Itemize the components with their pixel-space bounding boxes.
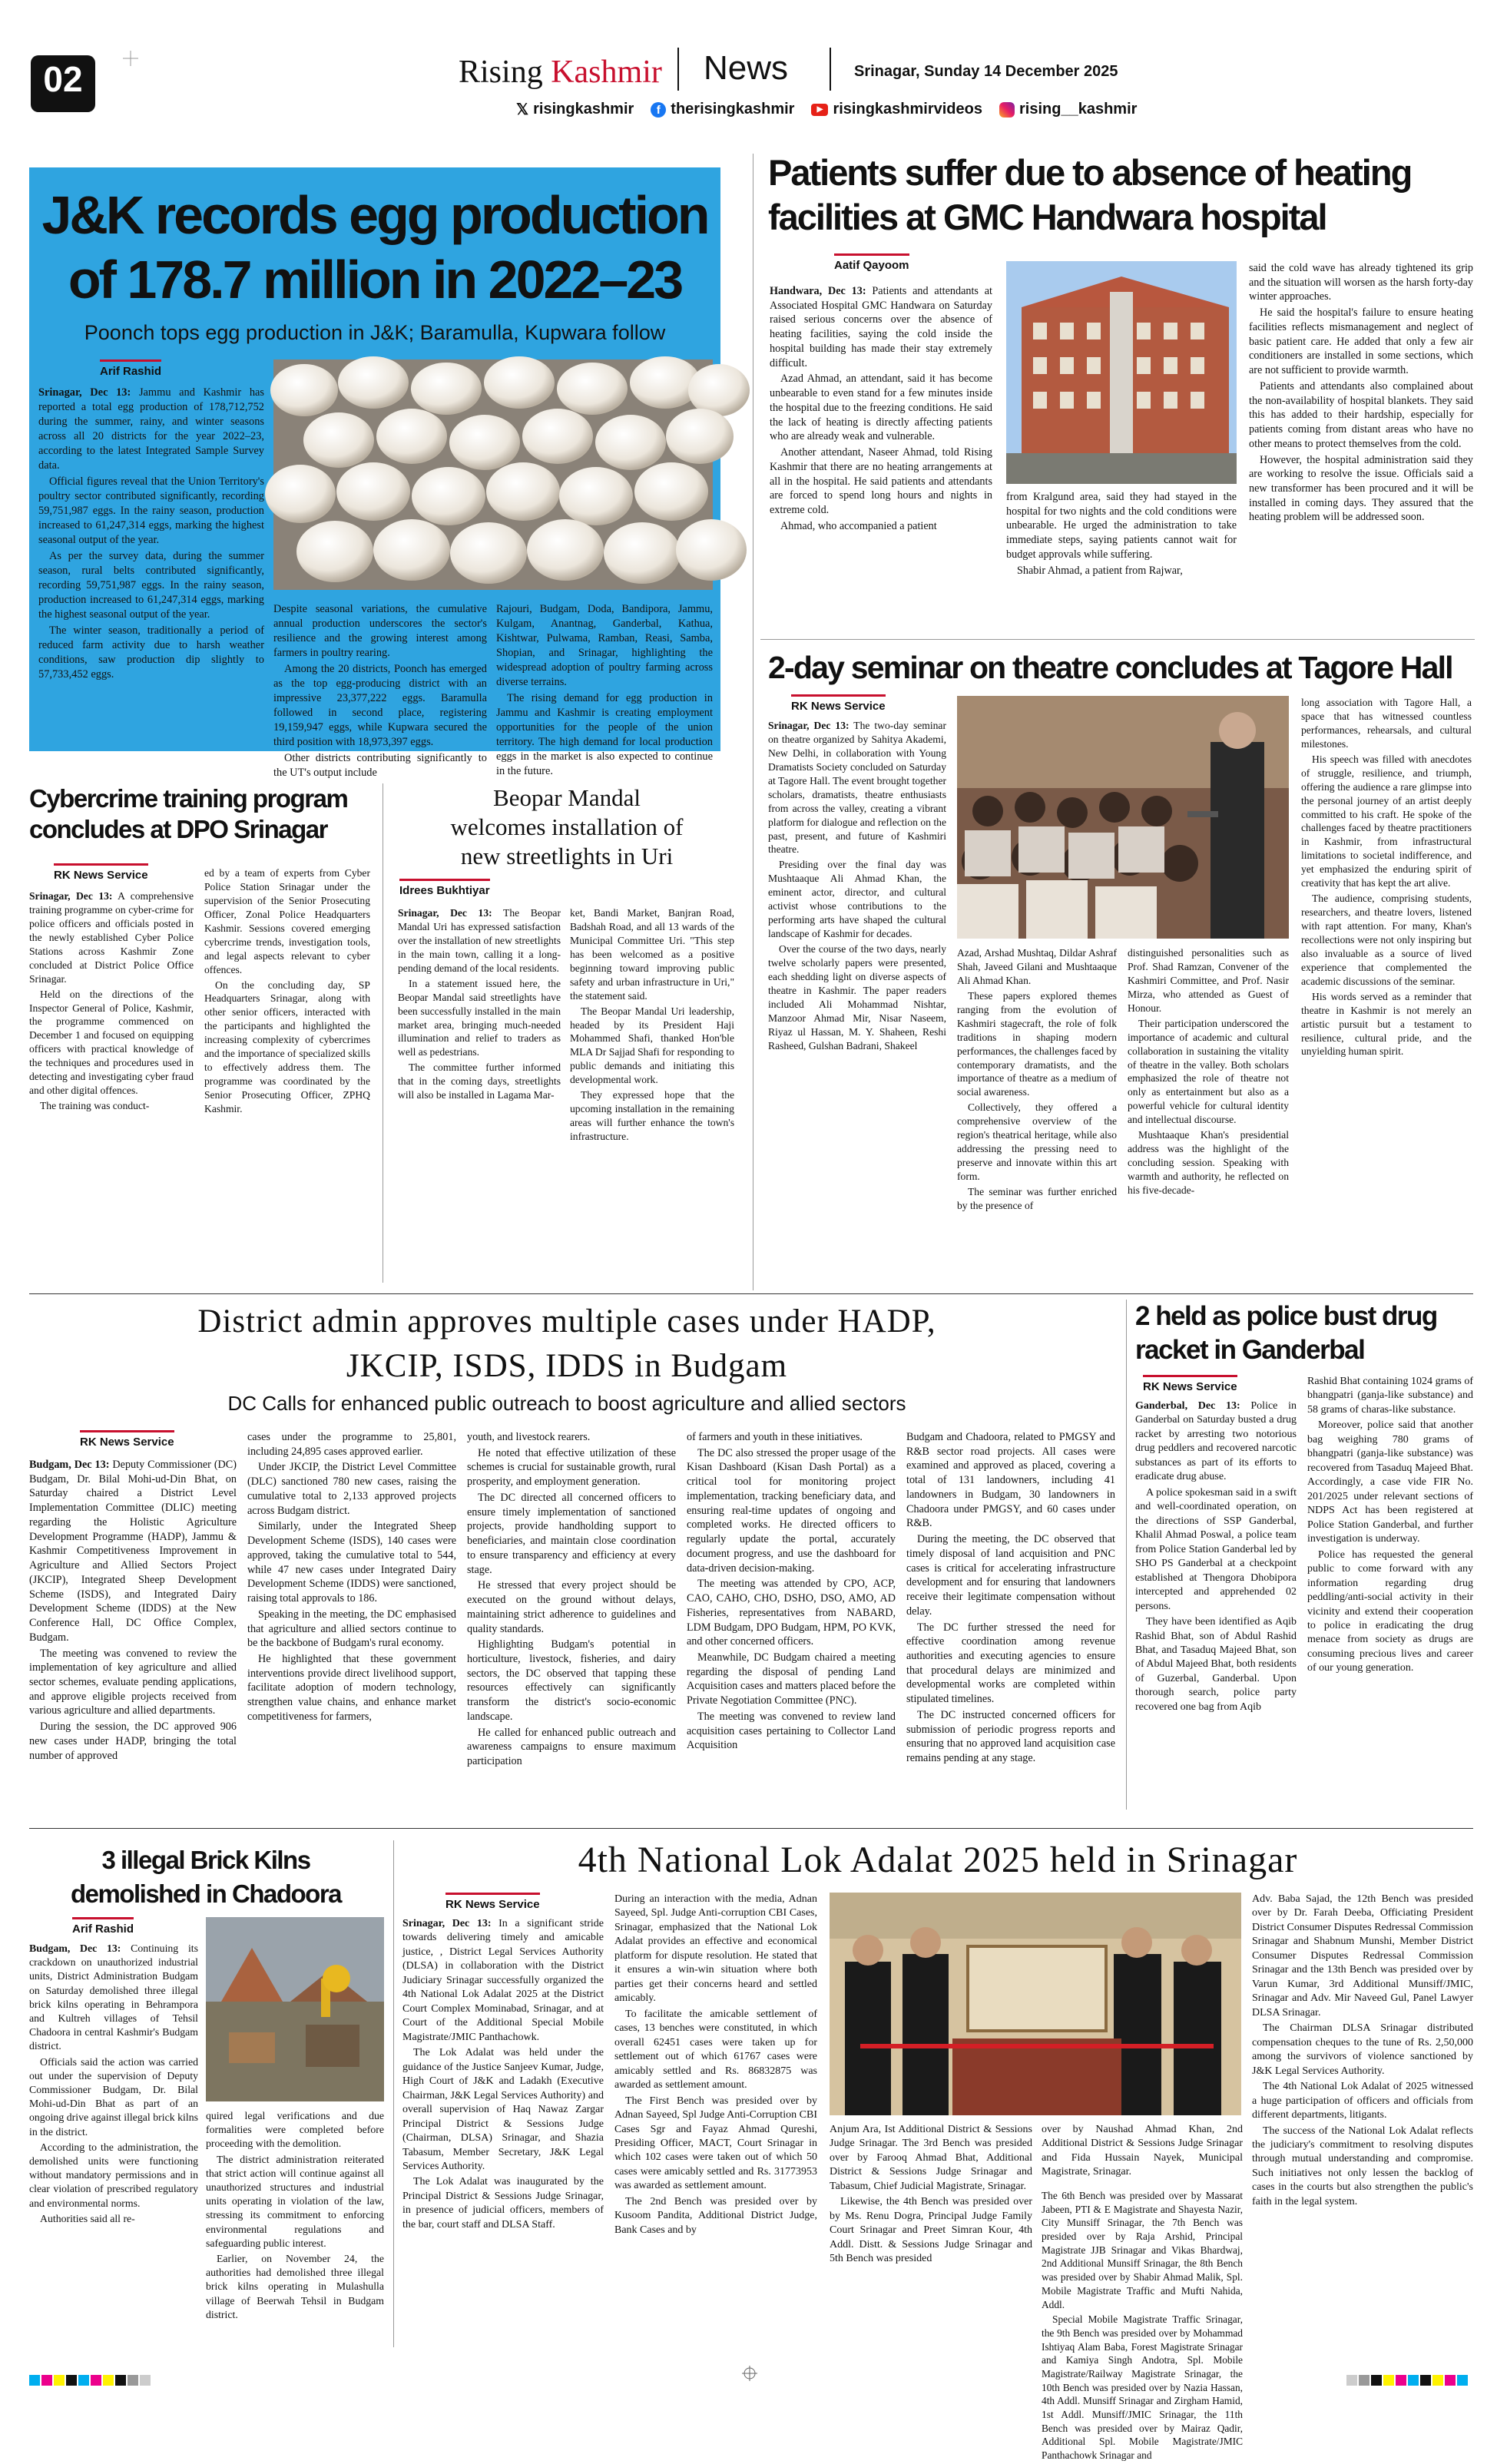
- instagram-icon: [999, 102, 1015, 118]
- paper-name-kashmir: Kashmir: [551, 55, 662, 90]
- seminar-audience-illustration: [957, 696, 1289, 939]
- handwara-headline: Patients suffer due to absence of heating facilities at GMC Handwara hospital: [768, 152, 1412, 237]
- dateline: Budgam, Dec 13:: [29, 1459, 110, 1471]
- brick-byline: Arif Rashid: [72, 1917, 134, 1936]
- egg-story-box: [29, 167, 720, 780]
- hadp-byline: RK News Service: [80, 1430, 174, 1449]
- section-title: News: [704, 49, 789, 87]
- lok-col-3: Anjum Ara, Ist Additional District & Sessions Judge Srinagar. The 3rd Bench was presided over by Farooq Ahmad Bhat, Additional District & Sessions Judge Srinagar and Tabasum, Chief Judicial Magistrate, Srinagar. Likewise, the 4th Bench was presided over by Ms. Renu Dogra, Principal Judge Family Court Srinagar and Preet Simran Kour, 4th Addl. Distt. & Sessions Judge Srinagar and 5th Bench was presided: [830, 2124, 1032, 2265]
- lok-byline: RK News Service: [445, 1893, 540, 1911]
- hadp-col-4: of farmers and youth in these initiatives. The DC also stressed the proper usage of the Kisan Dashboard (Kisan Dash Portal) as a critical tool for monitoring project implementation, tracking beneficiary data, and ensuring real-time updates of ongoing and completed works. He directed officers to regularly update the portal, accurately document progress, and use the dashboard for data-driven decision-making. The meeting was attended by CPO, ACP, CAO, CAHO, CHO, DSHO, DSO, AMO, AD Fisheries, representatives from NABARD, LDM Budgam, DPO Budgam, HPM, PO KVK, and other concerned officers. Meanwhile, DC Budgam chaired a meeting regarding the disposal of pending Land Acquisition cases and matters placed before the Private Negotiation Committee (PNC). The meeting was convened to review land acquisition cases pertaining to Collector Land Acquisition: [687, 1431, 896, 1752]
- hadp-top-rule: [29, 1293, 1473, 1294]
- hospital-photo: [1006, 261, 1237, 484]
- eggs-illustration: [273, 359, 713, 590]
- youtube-icon: ▶: [811, 104, 828, 116]
- hospital-building-illustration: [1006, 261, 1237, 484]
- drug-headline: 2 held as police bust drug racket in Ganderbal: [1135, 1301, 1437, 1365]
- egg-col-2: Despite seasonal variations, the cumulative annual production underscores the sector's resilience and the growing interest among farmers in poultry rearing. Among the 20 districts, Poonch has emerged as the top egg-producing district with an impressive 23,377,222 eggs. Baramulla followed in second place, registering 19,159,947 eggs, while Kupwara secured the third position with 18,973,397 eggs. Other districts contributing significantly to the UT's output include: [273, 603, 487, 780]
- social-youtube[interactable]: ▶ risingkashmirvideos: [811, 101, 982, 118]
- egg-col-1: Srinagar, Dec 13: Jammu and Kashmir has reported a total egg production of 178,712,752 during the summer, rainy, and winter seasons across all 20 districts for the year 2022–23, according to the latest Integrated Sample Survey data. Official figures reveal that the Union Territory's poultry sector contributed significantly, recording 59,751,987 eggs. In the rainy season, production increased to 61,247,314 eggs, marking the highest seasonal output of the year. As per the survey data, during the summer season, rural belts contributed significantly, recording 59,751,987 eggs. In the rainy season, production increased to 61,247,314 eggs, marking the highest seasonal output of the year. The winter season, traditionally a period of reduced farm activity due to harsh weather conditions, saw production dip slightly to 57,733,452 eggs.: [38, 386, 264, 681]
- hadp-col-5: Budgam and Chadoora, related to PMGSY and R&B sector road projects. All cases were examined and approved as placed, covering a total of 131 landowners, including 41 landowners in Budgam, 30 landowners in Chadoora under PMGSY, and 60 cases under R&B. During the meeting, the DC observed that timely disposal of land acquisition and PNC cases is critical for accelerating infrastructure development and for ensuring that landowners receive their legitimate compensation without delay. The DC further stressed the need for effective coordination among revenue authorities and executing agencies to ensure that procedural delays are minimized and developmental works are completed within stipulated timelines. The DC instructed concerned officers for submission of periodic progress reports and ensuring that no approved land acquisition case remains pending at any stage.: [906, 1431, 1115, 1765]
- handwara-bottom-rule: [760, 639, 1475, 640]
- beopar-col-2: ket, Bandi Market, Banjran Road, Badshah Road, and all 13 wards of the Municipal Committee Uri. "This step has been welcomed as a positive beginning toward improving public safety and urban infrastructure in Uri," the statement said. The Beopar Mandal Uri leadership, headed by its President Haji Mohammed Shafi, thanked Hon'ble MLA Dr Sajjad Shafi for responding to public demands and initiating this developmental work. They expressed hope that the upcoming installation in the remaining areas will further enhance the town's infrastructure.: [570, 907, 734, 1142]
- x-icon: 𝕏: [516, 101, 529, 118]
- lok-adalat-photo: [830, 1893, 1241, 2115]
- handwara-col-3: said the cold wave has already tightened its grip and the situation will worsen as the harsh forty-day winter approaches. He said the hospital's failure to ensure heating facilities reflects mismanagement and neglect of basic patient care. He added that only a few air conditioners are installed in some sections, which are not sufficient to provide warmth. Patients and attendants also complained about the non-availability of hospital blankets. They said this has added to their hardship, especially for patients coming from distant areas who have no other means to protect themselves from the cold. However, the hospital administration said they are working to resolve the issue. Officials said a new transformer has been procured and it will be installed in coming days. They assured that the heating problem will be addressed soon.: [1249, 262, 1473, 524]
- lok-col-4-lower: over by Naushad Ahmad Khan, 2nd Additional District & Sessions Judge Srinagar and Fida Hussain Nayek, Municipal Magistrate, Srinagar.: [1042, 2124, 1243, 2178]
- drug-byline: RK News Service: [1143, 1375, 1237, 1393]
- paper-name: [459, 54, 662, 91]
- seminar-col-2: Azad, Arshad Mushtaq, Dildar Ashraf Shah, Javeed Gilani and Mushtaaque Ali Ahmad Khan. These papers explored themes ranging from the evolution of Kashmiri stagecraft, the role of folk traditions in shaping modern performances, the challenges faced by contemporary dramatists, and the importance of theatre as a medium of social awareness. Collectively, they offered a comprehensive overview of the region's theatrical heritage, while also addressing the pressing need to preserve and innovate within this art form. The seminar was further enriched by the presence of: [957, 947, 1117, 1211]
- seminar-photo: [957, 696, 1289, 939]
- lok-col-1: Srinagar, Dec 13: In a significant stride towards delivering timely and amicable justice, , District Legal Services Authority (DLSA) in collaboration with the District Judiciary Srinagar successfully organized the 4th National Lok Adalat 2025 at the District Court Complex Mominabad, Srinagar, and at Court of the Additional Special Mobile Magistrate/JMIC Panthachowk. The Lok Adalat was held under the guidance of the Justice Sanjeev Kumar, Judge, High Court of J&K and Ladakh (Executive Chairman, J&K Legal Services Authority) and overall supervision of Haq Nawaz Zargar Principal District & Sessions Judge (Chairman, DLSA) Srinagar, and Shazia Tabasum, Member Secretary, J&K Legal Services Authority. The Lok Adalat was inaugurated by the Principal District & Sessions Judge Srinagar, in presence of judicial officers, members of the bar, court staff and DLSA Staff.: [402, 1918, 604, 2231]
- demolition-site-illustration: [206, 1917, 384, 2101]
- beopar-byline: Idrees Bukhtiyar: [399, 879, 490, 897]
- egg-headline: J&K records egg production of 178.7 million in 2022–23: [41, 185, 708, 310]
- cyber-col-2: ed by a team of experts from Cyber Police Station Srinagar under the supervision of the Senior Prosecuting Officer, Zonal Police Headquarters Kashmir. Sessions covered emerging cybercrime trends, investigation tools, and legal aspects relevant to cyber offences. On the concluding day, SP Headquarters Srinagar, along with other senior officers, interacted with the participants and highlighted the increasing complexity of cybercrimes and the importance of specialized skills to effectively address them. The programme was coordinated by the Senior Prosecuting Officer, ZPHQ Kashmir.: [204, 867, 370, 1114]
- brick-col-2: quired legal verifications and due formalities were completed before proceeding with the demolition. The district administration reiterated that strict action will continue against all unauthorized structures and industrial units operating in violation of the law, stressing its commitment to enforcing environmental regulations and safeguarding public interest. Earlier, on November 24, the authorities had demolished three illegal brick kilns operating in Mulashulla village of Beerwah Tehsil in Budgam district.: [206, 2110, 384, 2320]
- beopar-headline: Beopar Mandal welcomes installation of new streetlights in Uri: [450, 784, 684, 869]
- hadp-col-3: youth, and livestock rearers. He noted that effective utilization of these schemes is crucial for sustainable growth, rural prosperity, and employment generation. The DC directed all concerned officers to ensure timely implementation of sanctioned projects, provide handholding support to beneficiaries, and maintain close coordination to ensure transparency and efficiency at every stage. He stressed that every project should be executed on the ground without delays, maintaining strict adherence to guidelines and quality standards. Highlighting Budgam's potential in horticulture, livestock, fisheries, and dairy sectors, the DC observed that tapping these resources effectively can significantly transform the district's socio-economic landscape. He called for enhanced public outreach and awareness campaigns to ensure maximum participation: [467, 1431, 676, 1768]
- egg-subhead: Poonch tops egg production in J&K; Baramulla, Kupwara follow: [84, 321, 666, 344]
- lok-col-4-continued: The 6th Bench was presided over by Massarat Jabeen, PTI & E Magistrate and Shayesta Nazir, City Munsiff Srinagar, the 7th Bench was presided over by Raja Arshid, Principal Magistrate JJB Srinagar and Vikas Bhardwaj, 2nd Additional Munsiff Srinagar, the 8th Bench was presided over by Shabir Ahmad Malik, Spl. Mobile Magistrate Traffic and Mufti Nahida, Addl. Special Mobile Magistrate Traffic Srinagar, the 9th Bench was presided over by Mohammad Ishtiyaq Alam Baba, Forest Magistrate Srinagar and Kamiya Singh Andotra, Spl. Mobile Magistrate/Railway Magistrate Srinagar, the 10th Bench was presided over by Nazia Hassan, 4th Addl. Munsiff Srinagar and Zirgham Hamid, 1st Addl. Munsiff/JMIC Srinagar, the 11th Bench was presided over by Mairaz Qadir, Additional Spl. Mobile Magistrate/JMIC Panthachowk Srinagar and: [1042, 2190, 1243, 2462]
- hadp-col-1: Budgam, Dec 13: Deputy Commissioner (DC) Budgam, Dr. Bilal Mohi-ud-Din Bhat, on Saturday chaired a District Level Implementation Committee (DLIC) meeting regarding the Holistic Agriculture Development Programme (HADP), Jammu & Kashmir Competitiveness Improvement in Agriculture and Allied Sectors Project (JKCIP), Integrated Sheep Development Scheme (ISDS), and Integrated Dairy Development Scheme (IDDS) at the New Conference Hall, DC Office Complex, Budgam. The meeting was convened to review the implementation of key agriculture and allied sector schemes, evaluate pending applications, and approve eligible projects received from various agriculture and allied departments. During the session, the DC approved 906 new cases under HADP, bringing the total number of approved: [29, 1459, 237, 1762]
- drug-col-1: Ganderbal, Dec 13: Police in Ganderbal on Saturday busted a drug racket by arresting two notorious drug peddlers and recovered narcotic substances as part of its efforts to eradicate drug abuse. A police spokesman said in a swift and well-coordinated operation, on the directions of SSP Ganderbal, Khalil Ahmad Poswal, a police team from Police Station Ganderbal led by SHO PS Ganderbal at a checkpoint established at Thengora Dhobipora intercepted and apprehended 02 persons. They have been identified as Aqib Rashid Bhat, son of Abdul Rashid Bhat, and Tasaduq Majeed Bhat, son of Abdul Majeed Bhat, both residents of Guzerbal, Ganderbal. Upon thorough search, police party recovered one bag from Aqib: [1135, 1400, 1297, 1713]
- brick-kiln-photo: [206, 1917, 384, 2101]
- brick-headline: 3 illegal Brick Kilns demolished in Chadoora: [70, 1846, 342, 1908]
- dateline: Srinagar, Dec 13:: [398, 907, 492, 919]
- color-bar-left: [29, 2375, 151, 2386]
- dateline: Srinagar, Dec 13:: [768, 720, 850, 731]
- masthead: [0, 0, 1497, 142]
- registration-mark-bottom-icon: [742, 2366, 757, 2381]
- seminar-col-4: long association with Tagore Hall, a space that has witnessed countless performances, rehearsals, and cultural milestones. His speech was filled with anecdotes of struggle, resilience, and triumph, offering the audience a rare glimpse into the personal journey of an artist deeply committed to his craft. He spoke of the challenges faced by theatre practitioners in Kashmir, from infrastructural limitations to societal indifference, and yet emphasized the enduring spirit of creativity that has kept the art alive. The audience, comprising students, researchers, and theatre lovers, listened with rapt attention. For many, Khan's recollections were not only inspiring but also invaluable as a source of lived experience that complemented the academic discussions of the seminar. His words served as a reminder that theatre in Kashmir is not merely an artistic pursuit but a testament to resilience, cultural pride, and the unyielding human spirit.: [1301, 697, 1472, 1058]
- color-bar-right: [1346, 2375, 1468, 2386]
- cyber-headline: Cybercrime training program concludes at DPO Srinagar: [29, 784, 348, 843]
- drug-col-2: Rashid Bhat containing 1024 grams of bhangpatri (ganja-like substance) and 58 grams of charas-like substance. Moreover, police said that another bag weighing 780 grams of bhangpatri (ganja-like substance) was recovered from Tasaduq Majeed Bhat. Accordingly, a case vide FIR No. 201/2025 under relevant sections of NDPS Act has been registered at Police Station Ganderbal, and further investigation is underway. Police has requested the general public to come forward with any information regarding drug peddling/anti-social activity in their vicinity and extend their cooperation to police in eradicating the drug menace from society as drugs are consuming precious lives and career of our young generation.: [1307, 1376, 1473, 1674]
- dateline: Srinagar, Dec 13:: [402, 1918, 492, 1929]
- seminar-col-1: Srinagar, Dec 13: The two-day seminar on theatre organized by Sahitya Akademi, New Delhi, in collaboration with Young Dramatists Society concluded on Saturday at Tagore Hall. The event brought together scholars, dramatists, theatre enthusiasts from across the valley, creating a vibrant platform for dialogue and reflection on the past, present, and future of Kashmiri theatre. Presiding over the final day was Mushtaaque Ali Ahmad Khan, the eminent actor, director, and cultural activist whose contributions to the performing arts have shaped the cultural landscape of Kashmir for decades. Over the course of the two days, nearly twelve scholarly papers were presented, each shedding light on diverse aspects of theatre in Kashmir. The paper readers included Ali Mohammad Nishtar, Manzoor Ahmad Mir, Nisar Naseem, Riyaz ul Hassan, M. Y. Shaheen, Reshi Rasheed, Gulshan Badrani, Shakeel: [768, 720, 946, 1052]
- dateline: Ganderbal, Dec 13:: [1135, 1400, 1240, 1412]
- egg-byline: Arif Rashid: [100, 359, 161, 378]
- registration-mark-icon: [123, 51, 138, 66]
- handwara-col-1: Handwara, Dec 13: Patients and attendants at Associated Hospital GMC Handwara on Saturday raised serious concerns over the absence of heating facilities, saying the cold inside the hospital building has made their stay extremely difficult. Azad Ahmad, an attendant, said it has become unbearable to even stand for a few minutes inside the hospital due to the freezing conditions. He said the lack of heating is directly affecting patients who are already weak and vulnerable. Another attendant, Naseer Ahmad, told Rising Kashmir that there are no heating arrangements at all in the hospital. He said patients and attendants are forced to spend long hours and nights in extreme cold. Ahmad, who accompanied a patient: [770, 285, 992, 532]
- hadp-col-2: cases under the programme to 25,801, including 24,895 cases approved earlier. Under JKCIP, the District Level Committee (DLC) sanctioned 780 new cases, raising the cumulative total to 2,133 approved projects across Budgam district. Similarly, under the Integrated Sheep Development Scheme (ISDS), 140 cases were approved, taking the cumulative total to 544, while 47 new cases under Integrated Dairy Development Scheme (IDDS) were sanctioned, raising total approvals to 186. Speaking in the meeting, the DC emphasised that agriculture and allied sectors continue to be the backbone of Budgam's rural economy. He highlighted that these government interventions provide direct livelihood support, facilitate adoption of modern technology, strengthen value chains, and enhance market competitiveness for farmers,: [247, 1431, 456, 1723]
- hadp-subhead: DC Calls for enhanced public outreach to boost agriculture and allied sectors: [227, 1392, 906, 1415]
- cyber-byline: RK News Service: [54, 863, 148, 882]
- handwara-byline: Aatif Qayoom: [834, 253, 909, 272]
- lok-headline: 4th National Lok Adalat 2025 held in Srinagar: [578, 1840, 1298, 1880]
- masthead-divider-2: [830, 48, 831, 91]
- masthead-divider: [677, 48, 679, 91]
- cyber-col-1: Srinagar, Dec 13: A comprehensive training programme on cyber-crime for police officers and officials posted in the newly established Cyber Police Stations across Kashmir Zone concluded at District Police Office Srinagar. Held on the directions of the Inspector General of Police, Kashmir, the programme commenced on December 1 and focused on equipping officers with practical knowledge of the techniques and procedures used in detecting and investigating cyber fraud and other digital offences. The training was conduct-: [29, 890, 194, 1112]
- social-bar: [516, 100, 1137, 119]
- social-facebook[interactable]: f therisingkashmir: [651, 101, 794, 118]
- brick-top-rule: [29, 1828, 1473, 1829]
- dateline: Budgam, Dec 13:: [29, 1942, 121, 1954]
- social-x[interactable]: 𝕏 risingkashmir: [516, 101, 634, 118]
- seminar-byline: RK News Service: [791, 694, 886, 713]
- beopar-col-1: Srinagar, Dec 13: The Beopar Mandal Uri has expressed satisfaction over the installation of new streetlights in the main town, calling it a long-pending demand of the local residents. In a statement issued here, the Beopar Mandal said streetlights have been successfully installed in the main market area, bringing much-needed illumination and relief to traders as well as pedestrians. The committee further informed that in the coming days, streetlights will also be installed in Lagama Mar-: [398, 907, 561, 1101]
- dateline: Handwara, Dec 13:: [770, 285, 866, 297]
- eggs-photo: [273, 359, 713, 590]
- dateline: Srinagar, Dec 13:: [38, 386, 131, 399]
- handwara-col-2: from Kralgund area, said they had stayed in the hospital for two nights and the cold conditions were unbearable. He urged the administration to take immediate steps, saying patients cannot wait for budget approvals while suffering. Shabir Ahmad, a patient from Rajwar,: [1006, 491, 1237, 577]
- brick-lok-divider: [393, 1840, 394, 2347]
- lok-col-5: Adv. Baba Sajad, the 12th Bench was presided over by Dr. Farah Deeba, Officiating President District Consumer Disputes Redressal Commission Srinagar and Shabnum Munshi, Member District Consumer Disputes Redressal Commission Srinagar and the 13th Bench was presided over by Varun Kumar, 3rd Additional Munsiff/JMIC, Srinagar and Adv. Mir Naveed Gul, Panel Lawyer DLSA Srinagar. The Chairman DLSA Srinagar distributed compensation cheques to the tune of Rs. 2,50,000 among the survivors of violence sanctioned by J&K Legal Services Authority. The 4th National Lok Adalat of 2025 witnessed a huge participation of officers and officials from different departments, litigants. The success of the National Lok Adalat reflects the judiciary's commitment to resolving disputes through mutual understanding and compromise. Such initiatives not only lessen the backlog of cases in the courts but also strengthen the public's faith in the legal system.: [1252, 1893, 1473, 2207]
- egg-col-3: Rajouri, Budgam, Doda, Bandipora, Jammu, Kulgam, Anantnag, Ganderbal, Kathua, Kishtwar, Pulwama, Ramban, Reasi, Samba, Shopian, and Srinagar, highlighting the widespread adoption of poultry farming across diverse terrains. The rising demand for egg production in Jammu and Kashmir is creating employment opportunities for the people of the union territory. The high demand for local production eggs in the market is also expected to continue in the future.: [496, 603, 713, 778]
- hadp-headline: District admin approves multiple cases under HADP, JKCIP, ISDS, IDDS in Budgam: [197, 1303, 936, 1384]
- facebook-icon: f: [651, 102, 666, 118]
- page-number: 02: [43, 59, 83, 99]
- social-instagram[interactable]: rising__kashmir: [999, 101, 1137, 118]
- paper-name-rising: Rising: [459, 55, 543, 90]
- seminar-col-3: distinguished personalities such as Prof. Shad Ramzan, Convener of the Kashmiri Committee, and Prof. Nasir Mirza, who attended as Guest of Honour. Their participation underscored the importance of academic and cultural collaboration in sustaining the vitality of theatre in the valley. Both scholars emphasized the role of theatre not only as entertainment but also as a powerful vehicle for cultural identity and intellectual discourse. Mushtaaque Khan's presidential address was the highlight of the concluding session. Speaking with warmth and authority, he reflected on his five-decade-: [1128, 947, 1289, 1196]
- seminar-headline: 2-day seminar on theatre concludes at Tagore Hall: [768, 650, 1452, 685]
- hadp-drug-divider: [1126, 1300, 1127, 1810]
- issue-dateline: Srinagar, Sunday 14 December 2025: [854, 63, 1118, 80]
- ribbon-cutting-illustration: [830, 1893, 1241, 2115]
- dateline: Srinagar, Dec 13:: [29, 890, 113, 902]
- brick-col-1: Budgam, Dec 13: Continuing its crackdown on unauthorized industrial units, District Administration Budgam on Saturday demolished three illegal brick kilns operating in Behrampora and Kultreh villages of Tehsil Chadoora in central Kashmir's Budgam district. Officials said the action was carried out under the supervision of Deputy Commissioner Budgam, Dr. Bilal Mohi-ud-Din Bhat as part of an ongoing drive against illegal brick kilns in the district. According to the administration, the demolished units were functioning without mandatory permissions and in clear violation of prescribed regulatory and environmental norms. Authorities said all re-: [29, 1942, 198, 2224]
- lok-col-2: During an interaction with the media, Adnan Sayeed, Spl. Judge Anti-corruption CBI Cases, Srinagar, emphasized that the National Lok Adalat provides an effective and economical platform for dispute resolution. He stated that it ensures a win-win situation where both parties get their concerns heard and settled amicably. To facilitate the amicable settlement of cases, 13 benches were constituted, in which overall 62451 cases were taken up for settlement out of which 61767 cases were amicably settled and Rs. 86832875 was awarded as settlement amount. The First Bench was presided over by Adnan Sayeed, Spl Judge Anti-Corruption CBI Cases Sgr and Fayaz Ahmad Qureshi, Presiding Officer, MACT, Court Srinagar in which 102 cases were taken out of which 50 cases were amicably settled and Rs. 31773953 was awarded as settlement amount. The 2nd Bench was presided over by Kusoom Pandita, Additional District Judge, Bank Cases and by: [614, 1893, 817, 2236]
